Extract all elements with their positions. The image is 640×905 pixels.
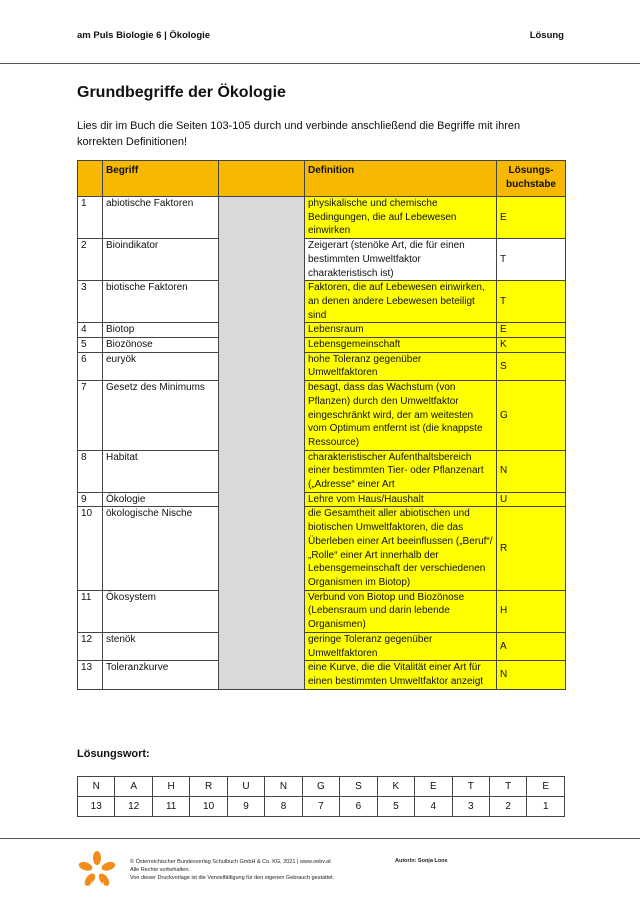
solution-letter: K (377, 777, 414, 797)
page-header (77, 30, 564, 44)
row-definition: Lehre vom Haus/Haushalt (305, 492, 497, 507)
header-num (78, 161, 103, 197)
solution-letter: A (115, 777, 152, 797)
row-term: stenök (103, 632, 219, 660)
table-row (78, 281, 566, 323)
row-definition: charakteristischer Aufenthaltsbereich einer bestimmten Tier- oder Pflanzenart („Adresse“ einer Art (305, 450, 497, 492)
row-term: biotische Faktoren (103, 281, 219, 323)
row-definition: Faktoren, die auf Lebewesen einwirken, an denen andere Lebewesen beteiligt sind (305, 281, 497, 323)
solution-number: 13 (78, 797, 115, 817)
row-number: 13 (78, 661, 103, 689)
row-letter: R (497, 507, 566, 590)
header-solution: Lösungs- buchstabe (497, 161, 566, 197)
table-header-row (78, 161, 566, 197)
table-row (78, 338, 566, 353)
row-definition: physikalische und chemische Bedingungen, die auf Lebewesen einwirken (305, 197, 497, 239)
solution-letter: N (78, 777, 115, 797)
connect-area (219, 197, 305, 690)
solution-letter: U (227, 777, 264, 797)
row-term: abiotische Faktoren (103, 197, 219, 239)
row-term: Biotop (103, 323, 219, 338)
solution-number: 5 (377, 797, 414, 817)
solution-letter: S (340, 777, 377, 797)
row-letter: T (497, 239, 566, 281)
instructions: Lies dir im Buch die Seiten 103-105 durch und verbinde anschließend die Begriffe mit ihren korrekten Definitionen! (77, 120, 521, 148)
row-term: Ökologie (103, 492, 219, 507)
solution-number: 3 (452, 797, 489, 817)
header-connect (219, 161, 305, 197)
oebv-logo (77, 850, 117, 890)
row-number: 4 (78, 323, 103, 338)
row-letter: E (497, 323, 566, 338)
row-letter: N (497, 450, 566, 492)
copyright-line: © Österreichischer Bundesverlag Schulbuch GmbH & Co. KG, 2021 | www.oebv.at (130, 859, 331, 865)
solution-number: 1 (527, 797, 565, 817)
row-term: ökologische Nische (103, 507, 219, 590)
table-row (78, 352, 566, 380)
solution-letters-row (78, 777, 565, 797)
row-letter: S (497, 352, 566, 380)
solution-letter: T (452, 777, 489, 797)
table-row (78, 492, 566, 507)
row-number: 3 (78, 281, 103, 323)
solution-number: 4 (415, 797, 452, 817)
solution-letter: N (265, 777, 302, 797)
row-term: Ökosystem (103, 590, 219, 632)
table-row (78, 632, 566, 660)
header-definition: Definition (305, 161, 497, 197)
solution-letter: T (489, 777, 526, 797)
row-definition: Lebensgemeinschaft (305, 338, 497, 353)
row-letter: H (497, 590, 566, 632)
table-row (78, 507, 566, 590)
solution-letter: G (302, 777, 339, 797)
row-letter: G (497, 381, 566, 451)
copyright-line: Alle Rechte vorbehalten. (130, 867, 190, 873)
row-definition: geringe Toleranz gegenüber Umweltfaktoren (305, 632, 497, 660)
row-term: Biozönose (103, 338, 219, 353)
table-row (78, 450, 566, 492)
row-definition: hohe Toleranz gegenüber Umweltfaktoren (305, 352, 497, 380)
row-letter: K (497, 338, 566, 353)
solution-number: 11 (152, 797, 189, 817)
table-row (78, 590, 566, 632)
row-definition: Verbund von Biotop und Biozönose (Lebensraum und darin lebende Organismen) (305, 590, 497, 632)
row-number: 10 (78, 507, 103, 590)
row-number: 2 (78, 239, 103, 281)
author: Autorin: Sonja Loos (395, 858, 448, 864)
header-book-title: am Puls Biologie 6 | Ökologie (77, 30, 211, 41)
row-number: 12 (78, 632, 103, 660)
row-number: 1 (78, 197, 103, 239)
copyright (130, 858, 334, 882)
row-number: 6 (78, 352, 103, 380)
row-letter: U (497, 492, 566, 507)
solution-letter: E (415, 777, 452, 797)
footer-divider (0, 838, 640, 839)
row-number: 9 (78, 492, 103, 507)
logo-text: öbv (89, 880, 105, 889)
table-row (78, 661, 566, 689)
solution-letter: H (152, 777, 189, 797)
row-letter: A (497, 632, 566, 660)
terms-table (77, 160, 566, 690)
solution-number: 6 (340, 797, 377, 817)
row-number: 5 (78, 338, 103, 353)
page-title: Grundbegriffe der Ökologie (77, 84, 286, 101)
table-row (78, 323, 566, 338)
terms-table-body (78, 197, 566, 690)
solution-number: 8 (265, 797, 302, 817)
row-definition: die Gesamtheit aller abiotischen und biotischen Umweltfaktoren, die das Überleben einer Art beeinflussen („Beruf“/ „Rolle“ einer Art innerhalb der Lebensgemeinschaft der verschiedenen Organismen im Biotop) (305, 507, 497, 590)
row-number: 11 (78, 590, 103, 632)
row-term: Habitat (103, 450, 219, 492)
solution-numbers-row (78, 797, 565, 817)
row-definition: Lebensraum (305, 323, 497, 338)
row-letter: E (497, 197, 566, 239)
header-term: Begriff (103, 161, 219, 197)
row-letter: N (497, 661, 566, 689)
solution-word-label: Lösungswort: (77, 748, 150, 760)
row-definition: Zeigerart (stenöke Art, die für einen bestimmten Umweltfaktor charakteristisch ist) (305, 239, 497, 281)
row-term: Toleranzkurve (103, 661, 219, 689)
table-row (78, 197, 566, 239)
row-number: 8 (78, 450, 103, 492)
solution-number: 12 (115, 797, 152, 817)
solution-number: 2 (489, 797, 526, 817)
copyright-line: Von dieser Druckvorlage ist die Vervielfältigung für den eigenen Gebrauch gestattet. (130, 875, 335, 881)
solution-number: 7 (302, 797, 339, 817)
row-definition: besagt, dass das Wachstum (von Pflanzen) durch den Umweltfaktor eingeschränkt wird, der am weitesten vom Optimum entfernt ist (die knappste Ressource) (305, 381, 497, 451)
row-term: euryök (103, 352, 219, 380)
table-row (78, 239, 566, 281)
solution-word-table (77, 776, 565, 817)
header-divider (0, 63, 640, 64)
solution-number: 10 (190, 797, 227, 817)
header-solution-label: Lösung (529, 30, 564, 41)
table-row (78, 381, 566, 451)
solution-letter: R (190, 777, 227, 797)
row-letter: T (497, 281, 566, 323)
row-number: 7 (78, 381, 103, 451)
row-term: Gesetz des Minimums (103, 381, 219, 451)
solution-number: 9 (227, 797, 264, 817)
row-definition: eine Kurve, die die Vitalität einer Art für einen bestimmten Umweltfaktor anzeigt (305, 661, 497, 689)
solution-letter: E (527, 777, 565, 797)
row-term: Bioindikator (103, 239, 219, 281)
